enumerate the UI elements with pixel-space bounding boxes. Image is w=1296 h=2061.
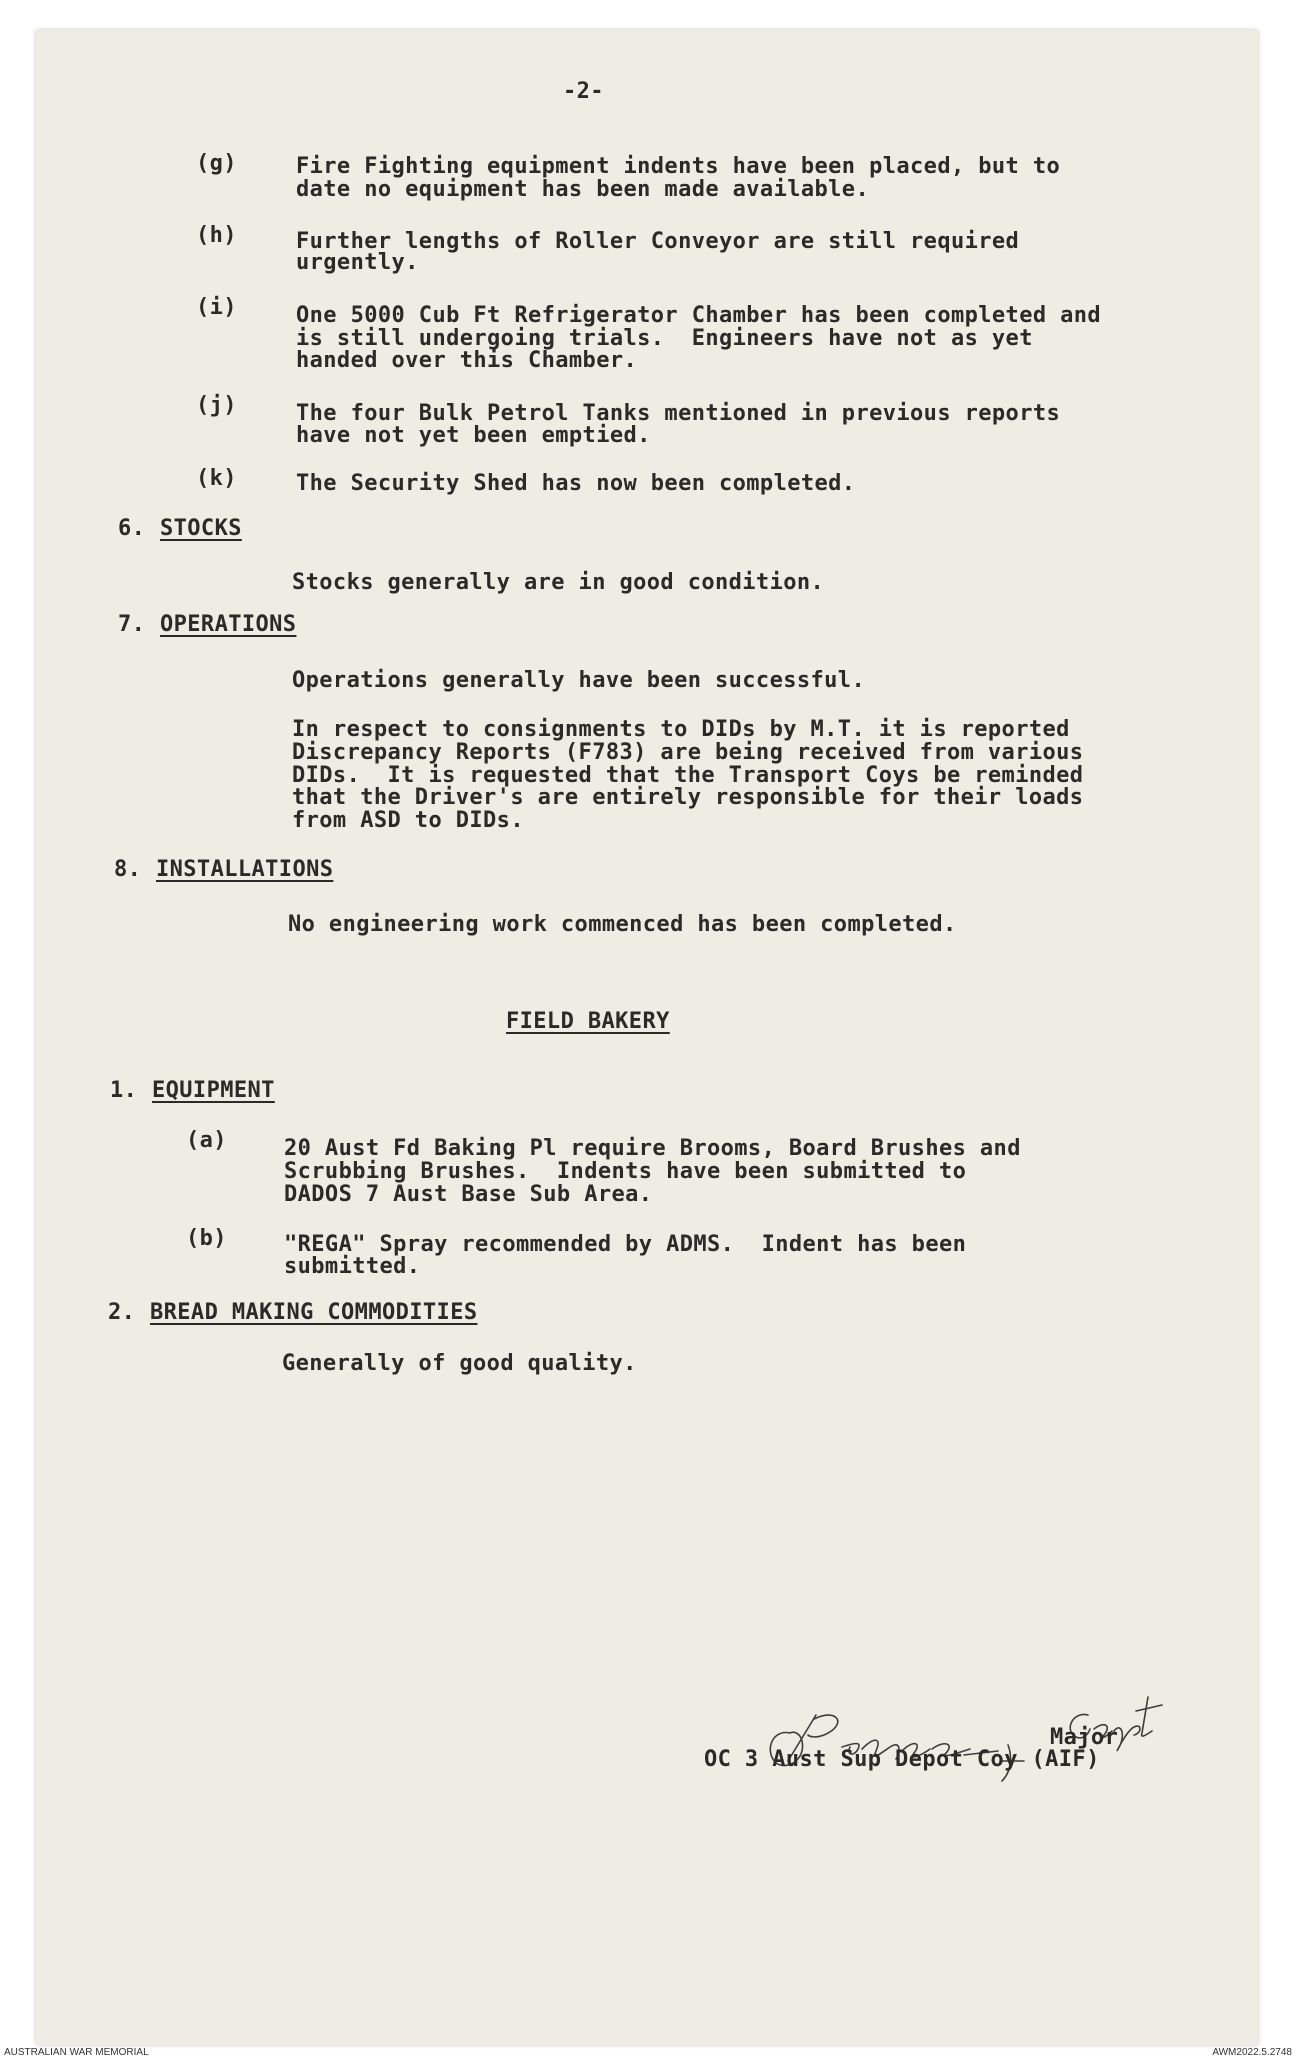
footer-reference: AWM2022.5.2748 (1212, 2047, 1292, 2058)
section-number: 7. (118, 612, 146, 637)
item-label: (j) (196, 393, 237, 418)
section-number: 2. (108, 1300, 136, 1325)
item-text: Fire Fighting equipment indents have been placed, but to (296, 154, 1061, 179)
footer-source: AUSTRALIAN WAR MEMORIAL (4, 2047, 149, 2058)
item-text: The four Bulk Petrol Tanks mentioned in previous reports (296, 401, 1061, 426)
section-text: DIDs. It is requested that the Transport Coys be reminded (292, 763, 1084, 788)
item-label: (g) (196, 151, 237, 176)
item-text: date no equipment has been made available. (296, 177, 870, 202)
item-label: (h) (196, 223, 237, 248)
item-label: (k) (196, 466, 237, 491)
item-text: DADOS 7 Aust Base Sub Area. (284, 1182, 653, 1207)
item-text: submitted. (284, 1254, 421, 1279)
section-text: Stocks generally are in good condition. (292, 570, 825, 595)
section-heading-stocks: STOCKS (160, 516, 242, 541)
section-heading-installations: INSTALLATIONS (156, 857, 334, 882)
item-text: One 5000 Cub Ft Refrigerator Chamber has been completed and (296, 303, 1102, 328)
section-heading-operations: OPERATIONS (160, 612, 297, 637)
section-text: In respect to consignments to DIDs by M.T. it is reported (292, 717, 1070, 742)
item-text: "REGA" Spray recommended by ADMS. Indent has been (284, 1232, 967, 1257)
item-label: (a) (186, 1128, 227, 1153)
section-number: 8. (114, 857, 142, 882)
item-text: urgently. (296, 250, 419, 275)
section-text: Operations generally have been successful. (292, 668, 866, 693)
section-heading-equipment: EQUIPMENT (152, 1078, 275, 1103)
item-label: (i) (196, 295, 237, 320)
item-text: is still undergoing trials. Engineers have not as yet (296, 326, 1033, 351)
item-text: Scrubbing Brushes. Indents have been submitted to (284, 1159, 967, 1184)
section-text: that the Driver's are entirely responsible for their loads (292, 785, 1084, 810)
page-number: -2- (563, 79, 604, 104)
section-text: No engineering work commenced has been completed. (288, 912, 957, 937)
field-bakery-title: FIELD BAKERY (506, 1009, 670, 1034)
section-number: 1. (110, 1078, 138, 1103)
item-text: Further lengths of Roller Conveyor are still required (296, 229, 1020, 254)
item-text: The Security Shed has now been completed. (296, 471, 856, 496)
section-number: 6. (118, 516, 146, 541)
signature-title: OC 3 Aust Sup Depot Coy (AIF) (704, 1747, 1100, 1772)
section-text: from ASD to DIDs. (292, 808, 524, 833)
section-text: Discrepancy Reports (F783) are being received from various (292, 740, 1084, 765)
item-text: handed over this Chamber. (296, 348, 638, 373)
section-text: Generally of good quality. (282, 1351, 637, 1376)
signature-rank: Major (1050, 1725, 1119, 1750)
item-text: 20 Aust Fd Baking Pl require Brooms, Board Brushes and (284, 1136, 1021, 1161)
item-label: (b) (186, 1226, 227, 1251)
item-text: have not yet been emptied. (296, 423, 651, 448)
section-heading-bread-making: BREAD MAKING COMMODITIES (150, 1300, 478, 1325)
